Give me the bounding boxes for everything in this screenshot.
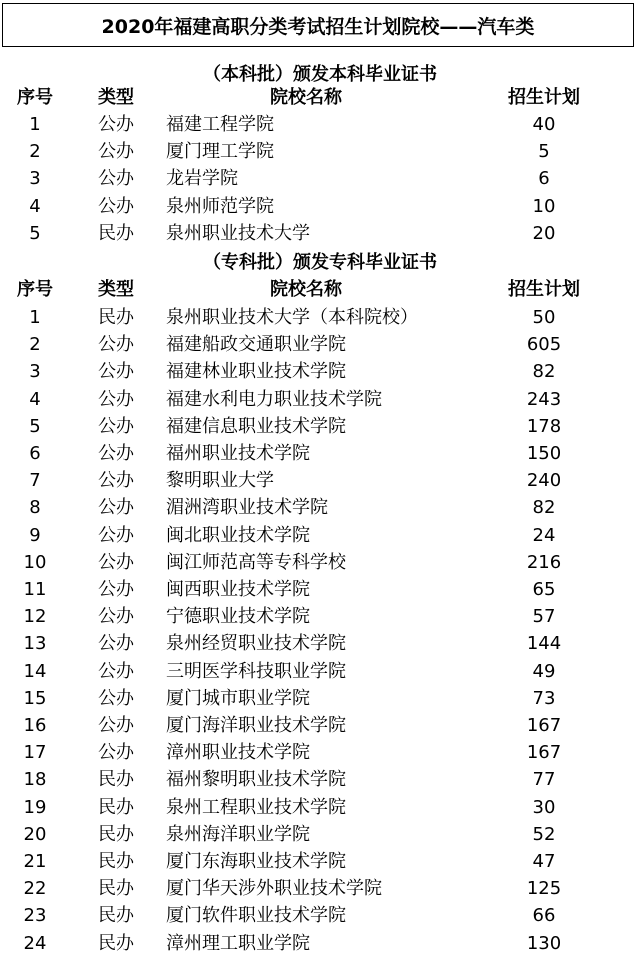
row-plan: 150 — [526, 443, 562, 464]
row-type: 公办 — [98, 606, 134, 628]
row-type: 民办 — [98, 851, 134, 872]
row-plan: 57 — [532, 606, 556, 628]
row-plan: 82 — [532, 361, 556, 383]
row-type: 公办 — [98, 497, 134, 519]
row-school-name: 厦门城市职业学院 — [166, 687, 310, 709]
row-index: 19 — [23, 796, 47, 818]
row-school-name: 厦门东海职业技术学院 — [166, 851, 346, 872]
row-school-name: 厦门华天涉外职业技术学院 — [166, 878, 382, 900]
row-type: 公办 — [98, 361, 134, 383]
row-plan: 52 — [532, 823, 556, 845]
row-school-name: 闽北职业技术学院 — [166, 524, 310, 546]
row-index: 17 — [23, 742, 47, 764]
row-index: 1 — [29, 114, 41, 135]
table-header-undergraduate — [0, 84, 640, 111]
table-row — [0, 522, 640, 549]
header-type: 类型 — [98, 279, 134, 300]
row-index: 22 — [23, 878, 47, 900]
header-type: 类型 — [98, 87, 134, 108]
row-plan: 243 — [526, 388, 562, 410]
row-school-name: 福建水利电力职业技术学院 — [166, 388, 382, 410]
row-school-name: 泉州工程职业技术学院 — [166, 796, 346, 818]
row-school-name: 漳州职业技术学院 — [166, 742, 310, 764]
row-type: 民办 — [98, 307, 134, 328]
row-index: 23 — [23, 905, 47, 927]
row-school-name: 湄洲湾职业技术学院 — [166, 497, 328, 519]
header-name: 院校名称 — [270, 87, 342, 108]
row-type: 公办 — [98, 579, 134, 600]
row-index: 4 — [29, 388, 41, 410]
row-plan: 20 — [532, 222, 556, 244]
row-plan: 65 — [532, 579, 556, 600]
row-school-name: 闽江师范高等专科学校 — [166, 551, 346, 573]
row-index: 5 — [29, 415, 41, 437]
row-plan: 82 — [532, 497, 556, 519]
row-plan: 77 — [532, 769, 556, 791]
row-school-name: 厦门软件职业技术学院 — [166, 905, 346, 927]
row-school-name: 宁德职业技术学院 — [166, 606, 310, 628]
table-row — [0, 930, 640, 957]
row-type: 公办 — [98, 388, 134, 410]
row-plan: 130 — [526, 932, 562, 954]
header-name: 院校名称 — [270, 279, 342, 300]
row-index: 13 — [23, 633, 47, 655]
row-plan: 49 — [532, 660, 556, 682]
row-type: 公办 — [98, 470, 134, 492]
row-plan: 5 — [538, 141, 550, 163]
row-school-name: 泉州师范学院 — [166, 195, 274, 217]
row-school-name: 福建信息职业技术学院 — [166, 415, 346, 437]
row-type: 公办 — [98, 168, 134, 190]
row-school-name: 厦门理工学院 — [166, 141, 274, 163]
table-row — [0, 766, 640, 793]
table-row — [0, 220, 640, 247]
table-row — [0, 630, 640, 657]
row-plan: 125 — [526, 878, 562, 900]
row-index: 12 — [23, 606, 47, 628]
table-row — [0, 549, 640, 576]
row-school-name: 泉州海洋职业学院 — [166, 823, 310, 845]
row-type: 民办 — [98, 878, 134, 900]
header-plan: 招生计划 — [508, 87, 580, 108]
table-row — [0, 440, 640, 467]
row-plan: 24 — [532, 524, 556, 546]
row-plan: 50 — [532, 307, 556, 328]
table-row — [0, 603, 640, 630]
row-type: 公办 — [98, 687, 134, 709]
row-index: 16 — [23, 715, 47, 736]
row-index: 2 — [29, 334, 41, 356]
table-row — [0, 712, 640, 739]
table-row — [0, 386, 640, 413]
row-type: 公办 — [98, 443, 134, 464]
row-school-name: 三明医学科技职业学院 — [166, 660, 346, 682]
row-type: 公办 — [98, 715, 134, 736]
table-row — [0, 165, 640, 192]
row-plan: 216 — [526, 551, 562, 573]
row-type: 公办 — [98, 114, 134, 135]
row-index: 3 — [29, 361, 41, 383]
row-plan: 167 — [526, 715, 562, 736]
row-type: 公办 — [98, 742, 134, 764]
row-school-name: 福州职业技术学院 — [166, 443, 310, 464]
table-row — [0, 304, 640, 331]
row-index: 3 — [29, 168, 41, 190]
row-school-name: 泉州经贸职业技术学院 — [166, 633, 346, 655]
row-school-name: 泉州职业技术大学 — [166, 222, 310, 244]
table-row — [0, 358, 640, 385]
row-plan: 30 — [532, 796, 556, 818]
header-index: 序号 — [17, 87, 53, 108]
row-plan: 66 — [532, 905, 556, 927]
row-type: 民办 — [98, 823, 134, 845]
row-plan: 144 — [526, 633, 562, 655]
section-heading-vocational: （专科批）颁发专科毕业证书 — [203, 252, 437, 273]
row-type: 公办 — [98, 660, 134, 682]
row-school-name: 福建船政交通职业学院 — [166, 334, 346, 356]
table-row — [0, 848, 640, 875]
document-title: 2020年福建高职分类考试招生计划院校——汽车类 — [2, 3, 634, 47]
row-plan: 178 — [526, 415, 562, 437]
row-index: 4 — [29, 195, 41, 217]
row-index: 5 — [29, 222, 41, 244]
row-type: 民办 — [98, 769, 134, 791]
row-type: 民办 — [98, 222, 134, 244]
row-index: 11 — [23, 579, 47, 600]
table-row — [0, 821, 640, 848]
row-type: 民办 — [98, 796, 134, 818]
row-plan: 10 — [532, 195, 556, 217]
row-index: 24 — [23, 932, 47, 954]
row-school-name: 龙岩学院 — [166, 168, 238, 190]
row-plan: 6 — [538, 168, 550, 190]
row-type: 民办 — [98, 905, 134, 927]
table-header-vocational — [0, 276, 640, 303]
row-school-name: 福建林业职业技术学院 — [166, 361, 346, 383]
row-plan: 40 — [532, 114, 556, 135]
row-index: 2 — [29, 141, 41, 163]
row-type: 公办 — [98, 524, 134, 546]
row-index: 14 — [23, 660, 47, 682]
row-index: 20 — [23, 823, 47, 845]
table-row — [0, 331, 640, 358]
table-row — [0, 413, 640, 440]
row-index: 10 — [23, 551, 47, 573]
row-index: 1 — [29, 307, 41, 328]
row-plan: 605 — [526, 334, 562, 356]
row-type: 公办 — [98, 551, 134, 573]
table-row — [0, 902, 640, 929]
row-plan: 240 — [526, 470, 562, 492]
row-type: 公办 — [98, 141, 134, 163]
row-index: 18 — [23, 769, 47, 791]
row-type: 公办 — [98, 334, 134, 356]
row-index: 21 — [23, 851, 47, 872]
row-school-name: 闽西职业技术学院 — [166, 579, 310, 600]
table-row — [0, 494, 640, 521]
row-type: 公办 — [98, 415, 134, 437]
table-row — [0, 794, 640, 821]
row-type: 公办 — [98, 633, 134, 655]
table-row — [0, 658, 640, 685]
table-row — [0, 193, 640, 220]
row-school-name: 福州黎明职业技术学院 — [166, 769, 346, 791]
table-row — [0, 875, 640, 902]
row-index: 6 — [29, 443, 41, 464]
table-row — [0, 576, 640, 603]
row-school-name: 厦门海洋职业技术学院 — [166, 715, 346, 736]
section-heading-undergraduate: （本科批）颁发本科毕业证书 — [203, 64, 437, 85]
table-row — [0, 111, 640, 138]
row-school-name: 黎明职业大学 — [166, 470, 274, 492]
row-school-name: 泉州职业技术大学（本科院校） — [166, 307, 418, 328]
row-index: 7 — [29, 470, 41, 492]
row-index: 9 — [29, 524, 41, 546]
header-index: 序号 — [17, 279, 53, 300]
row-plan: 73 — [532, 687, 556, 709]
row-plan: 167 — [526, 742, 562, 764]
row-index: 15 — [23, 687, 47, 709]
row-index: 8 — [29, 497, 41, 519]
table-row — [0, 467, 640, 494]
row-school-name: 福建工程学院 — [166, 114, 274, 135]
row-school-name: 漳州理工职业学院 — [166, 932, 310, 954]
row-type: 民办 — [98, 932, 134, 954]
table-row — [0, 685, 640, 712]
table-row — [0, 138, 640, 165]
table-row — [0, 739, 640, 766]
row-type: 公办 — [98, 195, 134, 217]
row-plan: 47 — [532, 851, 556, 872]
header-plan: 招生计划 — [508, 279, 580, 300]
